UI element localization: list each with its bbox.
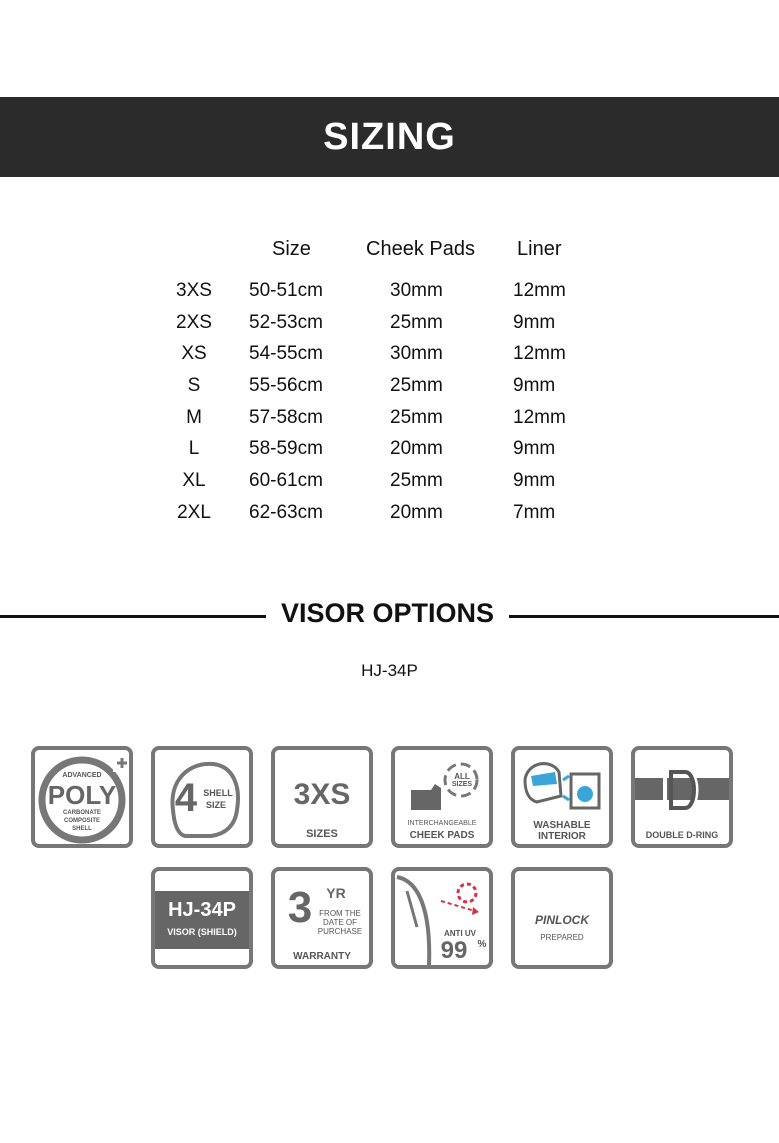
cheek-pads-badge xyxy=(391,746,493,848)
sizing-banner xyxy=(0,97,779,177)
uv-percent: % xyxy=(477,939,487,950)
table-row xyxy=(0,312,779,342)
sizes-badge xyxy=(271,746,373,848)
warranty-line1: FROM THE xyxy=(319,909,361,918)
row-liner: 7mm xyxy=(513,502,556,523)
row-liner: 12mm xyxy=(513,280,566,301)
double-d-ring-badge xyxy=(631,746,733,848)
row-range: 54-55cm xyxy=(249,343,323,364)
row-range: 52-53cm xyxy=(249,312,323,333)
cheek-line2: SIZES xyxy=(451,781,473,788)
divider-left xyxy=(0,615,266,618)
header-cheek-pads: Cheek Pads xyxy=(366,238,475,260)
row-size: XL xyxy=(182,470,206,491)
poly-line4: COMPOSITE xyxy=(63,818,100,824)
table-row xyxy=(0,470,779,500)
cheek-line3: INTERCHANGEABLE xyxy=(407,820,477,827)
divider-right xyxy=(509,615,779,618)
row-cheek: 25mm xyxy=(390,407,443,428)
row-range: 55-56cm xyxy=(249,375,323,396)
table-row xyxy=(0,375,779,405)
warranty-number: 3 xyxy=(287,883,313,932)
poly-shell-badge xyxy=(31,746,133,848)
table-row xyxy=(0,502,779,532)
row-size: L xyxy=(188,438,200,459)
cheek-line1: ALL xyxy=(454,772,470,781)
row-range: 58-59cm xyxy=(249,438,323,459)
wash-line2: INTERIOR xyxy=(538,831,586,842)
washable-interior-badge xyxy=(511,746,613,848)
pinlock-badge xyxy=(511,867,613,969)
warranty-yr: YR xyxy=(326,885,346,901)
row-cheek: 25mm xyxy=(390,470,443,491)
poly-line5: SHELL xyxy=(72,826,92,832)
shell-size-badge xyxy=(151,746,253,848)
poly-line2: POLY xyxy=(47,780,117,810)
header-liner: Liner xyxy=(517,238,562,260)
row-cheek: 30mm xyxy=(390,280,443,301)
row-size: 2XL xyxy=(177,502,211,523)
visorbadge-line1: HJ-34P xyxy=(168,899,236,921)
poly-line3: CARBONATE xyxy=(63,810,101,816)
row-range: 57-58cm xyxy=(249,407,323,428)
row-liner: 9mm xyxy=(513,438,556,459)
visor-options-heading xyxy=(0,596,779,636)
shell-number: 4 xyxy=(174,776,198,820)
row-size: M xyxy=(186,407,202,428)
warranty-badge xyxy=(271,867,373,969)
dring-line1: DOUBLE D-RING xyxy=(645,830,719,840)
sizes-small: SIZES xyxy=(306,828,338,840)
row-cheek: 20mm xyxy=(390,502,443,523)
row-liner: 12mm xyxy=(513,407,566,428)
visor-shield-badge xyxy=(151,867,253,969)
row-size: 3XS xyxy=(176,280,212,301)
row-range: 50-51cm xyxy=(249,280,323,301)
header-size: Size xyxy=(272,238,311,260)
row-liner: 9mm xyxy=(513,470,556,491)
shell-line1: SHELL xyxy=(203,788,233,798)
uv-line2: 99 xyxy=(440,937,468,964)
wash-line1: WASHABLE xyxy=(533,820,591,831)
uv-line1: ANTI UV xyxy=(444,929,476,938)
visor-title: VISOR OPTIONS xyxy=(280,598,495,628)
row-liner: 9mm xyxy=(513,375,556,396)
row-cheek: 25mm xyxy=(390,375,443,396)
row-cheek: 25mm xyxy=(390,312,443,333)
row-liner: 12mm xyxy=(513,343,566,364)
shell-line2: SIZE xyxy=(205,800,226,810)
row-cheek: 20mm xyxy=(390,438,443,459)
row-size: 2XS xyxy=(176,312,212,333)
pinlock-line2: PREPARED xyxy=(540,933,584,942)
row-size: S xyxy=(187,375,201,396)
table-row xyxy=(0,438,779,468)
anti-uv-badge xyxy=(391,867,493,969)
cheek-line4: CHEEK PADS xyxy=(409,830,475,841)
table-row xyxy=(0,280,779,310)
row-cheek: 30mm xyxy=(390,343,443,364)
warranty-line4: WARRANTY xyxy=(293,951,351,962)
row-range: 62-63cm xyxy=(249,502,323,523)
row-liner: 9mm xyxy=(513,312,556,333)
sizes-big: 3XS xyxy=(293,778,351,811)
pinlock-line1: PINLOCK xyxy=(535,913,589,927)
visorbadge-line2: VISOR (SHIELD) xyxy=(167,927,237,937)
table-row xyxy=(0,343,779,373)
poly-line1: ADVANCED xyxy=(62,772,102,779)
warranty-line3: PURCHASE xyxy=(317,927,363,936)
visor-model: HJ-34P xyxy=(361,661,418,680)
table-row xyxy=(0,407,779,437)
row-size: XS xyxy=(181,343,207,364)
warranty-line2: DATE OF xyxy=(322,918,358,927)
row-range: 60-61cm xyxy=(249,470,323,491)
sizing-title: SIZING xyxy=(323,115,456,158)
